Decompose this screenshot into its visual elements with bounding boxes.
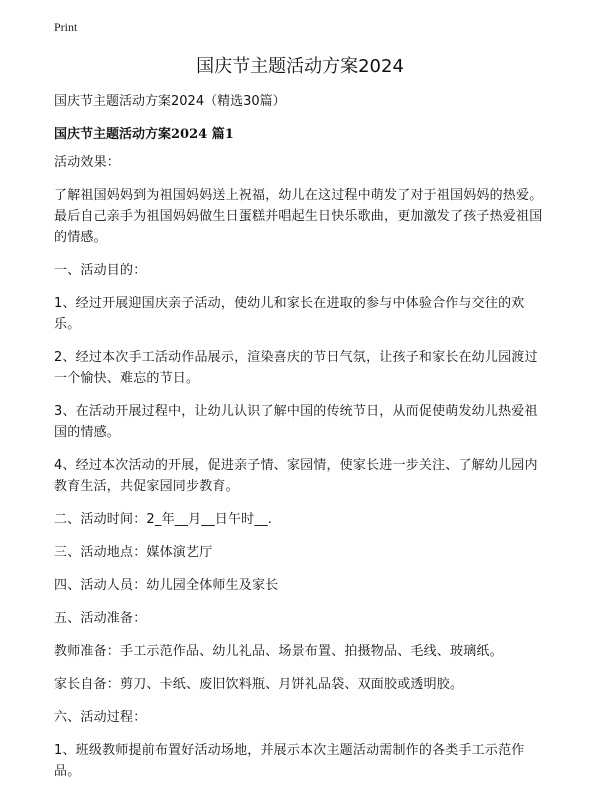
paragraph: 1、班级教师提前布置好活动场地，并展示本次主题活动需制作的各类手工示范作品。 — [54, 743, 525, 779]
paragraph: 家长自备：剪刀、卡纸、废旧饮料瓶、月饼礼品袋、双面胶或透明胶。 — [54, 677, 464, 692]
paragraph: 一、活动目的： — [54, 263, 147, 278]
paragraph: 活动效果： — [54, 155, 121, 170]
document-subtitle: 国庆节主题活动方案2024（精选30篇） — [54, 94, 286, 109]
paragraph: 六、活动过程： — [54, 710, 147, 725]
section-heading: 国庆节主题活动方案2024 篇1 — [54, 127, 234, 142]
document-body — [54, 152, 550, 794]
paragraph: 四、活动人员：幼儿园全体师生及家长 — [54, 578, 279, 593]
paragraph: 教师准备：手工示范作品、幼儿礼品、场景布置、拍摄物品、毛线、玻璃纸。 — [54, 644, 503, 659]
page-title: 国庆节主题活动方案2024 — [196, 56, 404, 77]
paragraph: 二、活动时间：2_年__月__日午时__. — [54, 512, 273, 527]
paragraph: 三、活动地点：媒体演艺厅 — [54, 545, 213, 560]
print-link[interactable]: Print — [54, 20, 78, 34]
paragraph: 2、经过本次手工活动作品展示，渲染喜庆的节日气氛，让孩子和家长在幼儿园渡过一个愉快、难忘的节日。 — [54, 350, 538, 386]
paragraph: 了解祖国妈妈到为祖国妈妈送上祝福，幼儿在这过程中萌发了对于祖国妈妈的热爱。最后自己亲手为祖国妈妈做生日蛋糕并唱起生日快乐歌曲，更加激发了孩子热爱祖国的情感。 — [54, 188, 543, 245]
paragraph: 3、在活动开展过程中，让幼儿认识了解中国的传统节日，从而促使萌发幼儿热爱祖国的情感。 — [54, 404, 538, 440]
paragraph: 4、经过本次活动的开展，促进亲子情、家园情，使家长进一步关注、了解幼儿园内教育生活，共促家园同步教育。 — [54, 458, 538, 494]
paragraph: 五、活动准备： — [54, 611, 147, 626]
paragraph: 1、经过开展迎国庆亲子活动，使幼儿和家长在进取的参与中体验合作与交往的欢乐。 — [54, 296, 525, 332]
